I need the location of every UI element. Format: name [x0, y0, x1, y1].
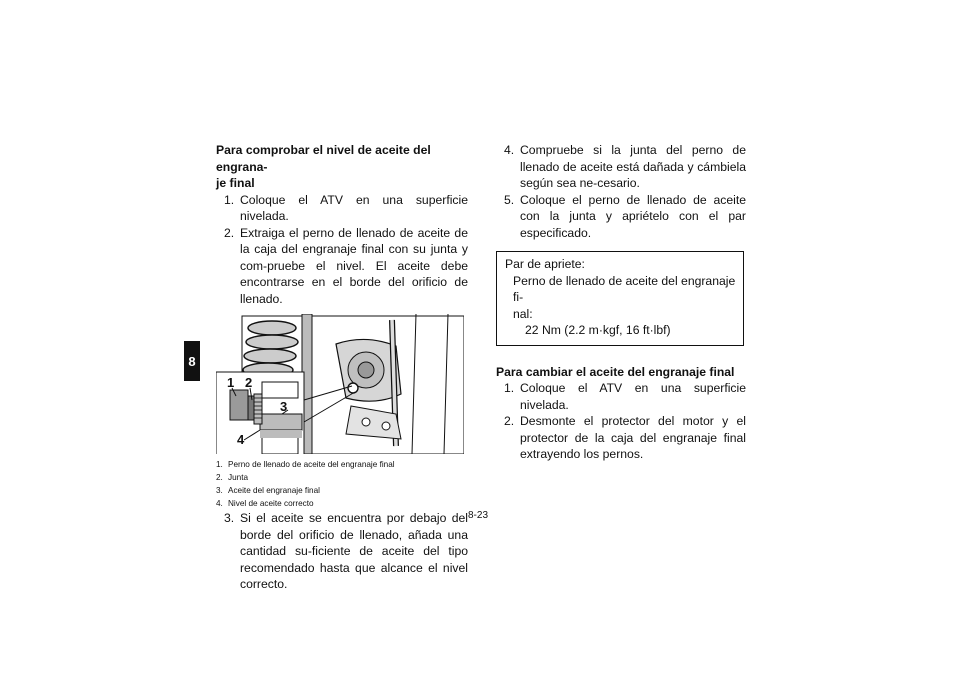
- list-item: [216, 192, 468, 225]
- caption-item: [216, 458, 468, 471]
- page-number: 8-23: [468, 510, 489, 521]
- caption-text: Nivel de aceite correcto: [228, 499, 314, 508]
- check-steps-right: [496, 142, 746, 241]
- caption-number: 2.: [216, 473, 223, 482]
- section-heading-check-oil: [216, 142, 468, 192]
- atv-final-gear-illustration: [216, 314, 464, 454]
- spec-line-2: nal:: [513, 306, 533, 321]
- caption-number: 1.: [216, 460, 223, 469]
- spec-value: 22 Nm (2.2 m·kgf, 16 ft·lbf): [525, 323, 671, 337]
- right-column: [496, 142, 746, 463]
- change-oil-section: [496, 364, 746, 463]
- chapter-tab: 8: [184, 341, 200, 381]
- caption-item: [216, 471, 468, 484]
- step-text: Compruebe si la junta del perno de llenado de aceite está dañada y cámbiela según sea ne-cesario.: [520, 143, 746, 190]
- step-number: 1.: [224, 192, 235, 207]
- caption-text: Perno de llenado de aceite del engranaje final: [228, 460, 395, 469]
- heading-line-2: je final: [216, 176, 255, 190]
- left-column: [216, 142, 468, 593]
- step-number: 4.: [504, 143, 515, 157]
- step-text: Extraiga el perno de llenado de aceite de la caja del engranaje final con su junta y com-pruebe el nivel. El aceite debe encontrarse en el borde del orificio de llenado.: [240, 225, 468, 306]
- step-number: 5.: [504, 192, 515, 207]
- caption-item: [216, 497, 468, 510]
- section-heading-change-oil: Para cambiar el aceite del engranaje final: [496, 364, 735, 379]
- list-item: [496, 192, 746, 242]
- step-number: 2.: [504, 414, 515, 428]
- figure-label-4: 4: [237, 432, 245, 447]
- caption-number: 3.: [216, 486, 223, 495]
- torque-spec-box: [496, 251, 744, 346]
- step-text: Si el aceite se encuentra por debajo del borde del orificio de llenado, añada una cantidad su-ficiente de aceite del tipo recomendado hasta que alcance el nivel correcto.: [240, 511, 468, 591]
- step-text: Desmonte el protector del motor y el protector de la caja del engranaje final extrayendo los pernos.: [520, 414, 746, 461]
- caption-item: [216, 484, 468, 497]
- caption-text: Aceite del engranaje final: [228, 486, 320, 495]
- spec-title: Par de apriete:: [505, 257, 585, 271]
- figure-label-1: 1: [227, 375, 235, 390]
- caption-number: 4.: [216, 499, 223, 508]
- step-number: 1.: [504, 381, 515, 395]
- list-item: [496, 413, 746, 463]
- caption-text: Junta: [228, 473, 249, 482]
- list-item: [216, 225, 468, 308]
- spec-line-1: Perno de llenado de aceite del engranaje fi-: [513, 273, 736, 304]
- list-item: [496, 142, 746, 192]
- heading-line-1: Para comprobar el nivel de aceite del engrana-: [216, 143, 431, 174]
- step-text: Coloque el perno de llenado de aceite con la junta y apriételo con el par especificado.: [520, 192, 746, 240]
- step-number: 2.: [224, 225, 235, 240]
- figure-label-2: 2: [245, 375, 253, 390]
- change-steps-list: [496, 380, 746, 463]
- figure-captions: [216, 458, 468, 510]
- list-item: [216, 510, 468, 593]
- step-number: 3.: [224, 511, 235, 525]
- check-steps-list: [216, 192, 468, 308]
- step-text: Coloque el ATV en una superficie nivelada.: [240, 192, 468, 223]
- list-item: [496, 380, 746, 413]
- step-text: Coloque el ATV en una superficie nivelada.: [520, 381, 746, 412]
- figure-label-3: 3: [280, 399, 288, 414]
- check-steps-continued: [216, 510, 468, 593]
- gear-oil-figure: [216, 314, 464, 454]
